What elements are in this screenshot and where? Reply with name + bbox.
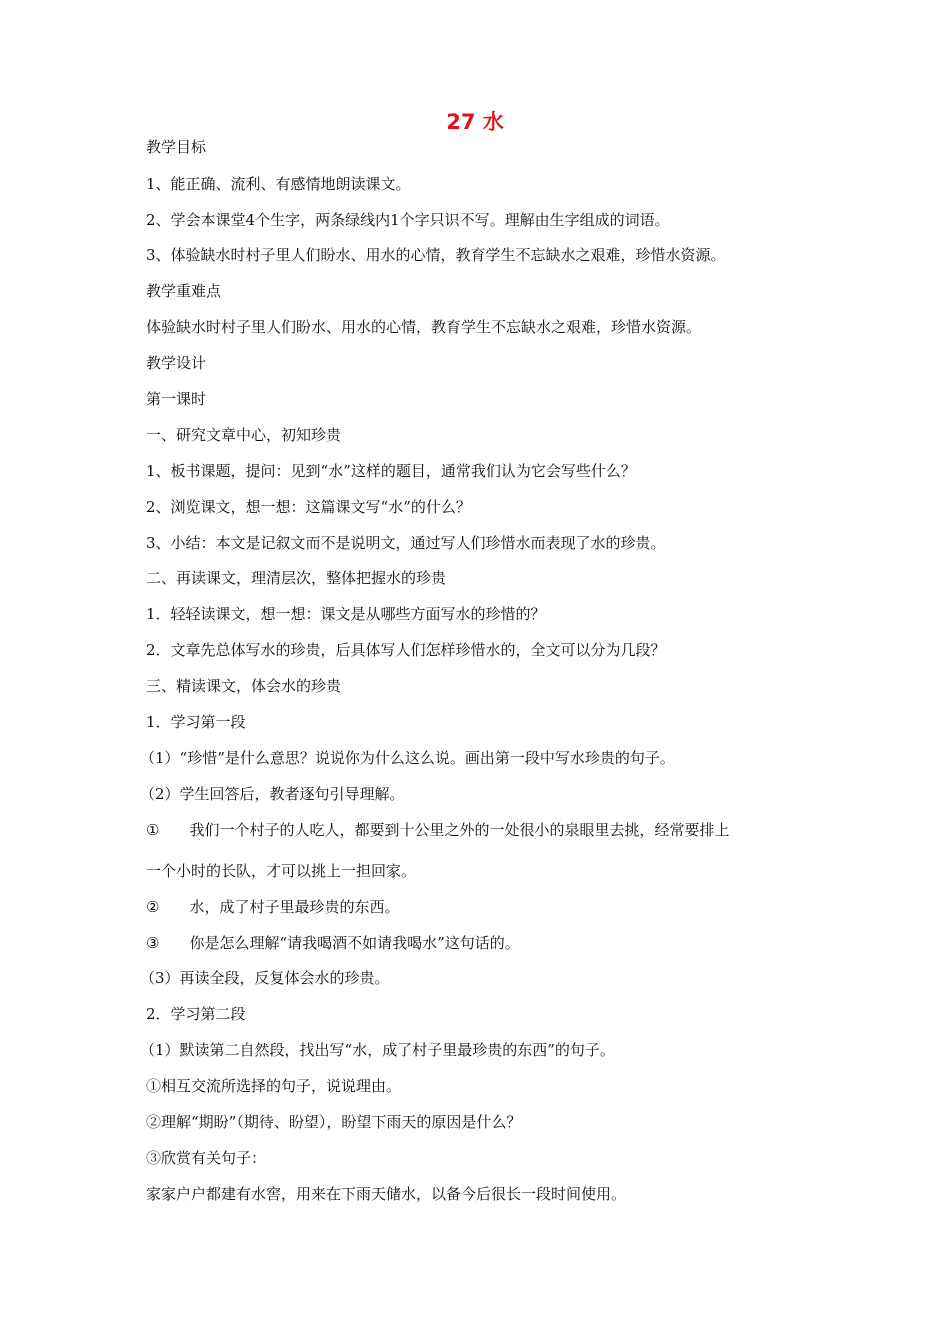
text-line: （1）默读第二自然段，找出写“水，成了村子里最珍贵的东西”的句子。 — [140, 1041, 615, 1059]
quote-line — [146, 897, 399, 917]
text-line: ③欣赏有关句子： — [146, 1149, 267, 1167]
text-line: 1、能正确、流利、有感情地朗读课文。 — [146, 175, 411, 193]
text-line: （2）学生回答后，教者逐句引导理解。 — [140, 785, 405, 803]
section-heading: 教学设计 — [146, 354, 207, 372]
text-line: 一、研究文章中心，初知珍贵 — [146, 426, 342, 444]
text-line: 2．文章先总体写水的珍贵，后具体写人们怎样珍惜水的，全文可以分为几段？ — [146, 641, 666, 659]
text-line: 1、板书课题，提问：见到“水”这样的题目，通常我们认为它会写些什么？ — [146, 462, 636, 480]
text-line: 1．轻轻读课文，想一想：课文是从哪些方面写水的珍惜的？ — [146, 605, 546, 623]
page-title: 27 水 — [446, 110, 504, 134]
text-line: ①相互交流所选择的句子，说说理由。 — [146, 1077, 402, 1095]
text-line: 体验缺水时村子里人们盼水、用水的心情，教育学生不忘缺水之艰难，珍惜水资源。 — [146, 318, 702, 336]
text-line: 三、精读课文，体会水的珍贵 — [146, 677, 342, 695]
text-line: 家家户户都建有水窖，用来在下雨天储水，以备今后很长一段时间使用。 — [146, 1185, 627, 1203]
text-line: 2、学会本课堂4个生字，两条绿线内1个字只识不写。理解由生字组成的词语。 — [146, 211, 670, 229]
section-heading: 教学重难点 — [146, 282, 222, 300]
quote-line — [146, 933, 520, 953]
circled-marker: ② — [146, 898, 160, 916]
text-line: 1．学习第一段 — [146, 713, 246, 731]
text-line: （3）再读全段，反复体会水的珍贵。 — [140, 969, 390, 987]
text-line: 3、体验缺水时村子里人们盼水、用水的心情，教育学生不忘缺水之艰难，珍惜水资源。 — [146, 246, 726, 264]
text-line: ②理解“期盼”（期待、盼望），盼望下雨天的原因是什么？ — [146, 1113, 522, 1131]
text-line: （1）“珍惜”是什么意思？说说你为什么这么说。画出第一段中写水珍贵的句子。 — [140, 749, 675, 767]
circled-marker: ① — [146, 821, 160, 839]
text-line: 3、小结：本文是记叙文而不是说明文，通过写人们珍惜水而表现了水的珍贵。 — [146, 534, 666, 552]
text-line: 2、浏览课文，想一想：这篇课文写“水”的什么？ — [146, 498, 471, 516]
text-line: 2．学习第二段 — [146, 1005, 246, 1023]
section-heading: 第一课时 — [146, 390, 207, 408]
quote-text: 我们一个村子的人吃人，都要到十公里之外的一处很小的泉眼里去挑，经常要排上 — [189, 821, 730, 839]
text-line: 二、再读课文，理清层次，整体把握水的珍贵 — [146, 569, 447, 587]
quote-line — [146, 820, 729, 840]
circled-marker: ③ — [146, 934, 160, 952]
quote-text: 水，成了村子里最珍贵的东西。 — [189, 898, 400, 916]
text-line: 一个小时的长队，才可以挑上一担回家。 — [146, 862, 417, 880]
quote-text: 你是怎么理解“请我喝酒不如请我喝水”这句话的。 — [189, 934, 520, 952]
section-heading: 教学目标 — [146, 138, 207, 156]
